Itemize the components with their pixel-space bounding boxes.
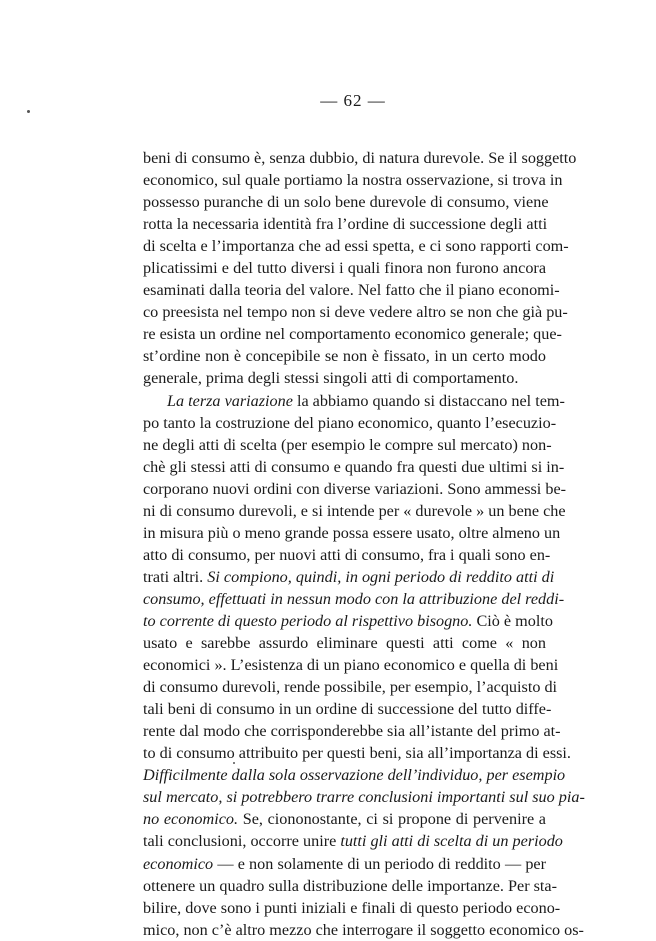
text-line	[143, 412, 557, 434]
text-segment: rotta la necessaria identità fra l’ordine di successione degli atti	[143, 215, 548, 234]
text-segment: la abbiamo quando si distaccano nel tem-	[292, 391, 565, 410]
text-line	[143, 610, 553, 632]
speck-mark	[27, 110, 30, 113]
italic-text: La terza variazione	[167, 391, 293, 410]
text-segment: ottenere un quadro sulla distribuzione delle importanze. Per sta-	[143, 876, 557, 895]
text-segment: trati altri.	[143, 567, 208, 586]
text-line	[143, 456, 565, 478]
text-segment: di consumo durevoli, rende possibile, per esempio, l’acquisto di	[143, 678, 558, 697]
text-segment: economici ». L’esistenza di un piano economico e quella di beni	[143, 656, 559, 675]
text-line	[143, 742, 571, 764]
text-line	[143, 257, 546, 279]
text-segment: chè gli stessi atti di consumo e quando fra questi due ultimi si in-	[143, 457, 565, 476]
text-line	[143, 698, 552, 720]
italic-text: Difficilmente dalla sola osservazione dell’individuo, per esempio	[143, 766, 566, 785]
speck-mark	[233, 762, 235, 764]
body-text	[143, 147, 585, 941]
text-line	[143, 279, 560, 301]
text-segment: — e non solamente di un periodo di reddito — per	[213, 854, 546, 873]
text-line	[143, 632, 546, 654]
italic-text: economico	[143, 854, 214, 873]
text-segment: beni di consumo è, senza dubbio, di natura durevole. Se il soggetto	[143, 149, 577, 167]
page-number-text: — 62 —	[320, 91, 386, 110]
text-line	[143, 566, 555, 588]
text-segment: tali beni di consumo in un ordine di successione del tutto diffe-	[143, 700, 552, 719]
text-line	[143, 522, 561, 544]
text-line	[143, 720, 561, 742]
text-line	[143, 235, 569, 257]
italic-text: consumo, effettuati in nessun modo con la attribuzione del reddi-	[143, 589, 565, 608]
text-segment: mico, non c’è altro mezzo che interrogare il soggetto economico os-	[143, 920, 584, 939]
italic-text: Si compiono, quindi, in ogni periodo di reddito atti di	[207, 567, 555, 586]
text-line	[143, 323, 562, 345]
text-line	[143, 367, 546, 389]
text-segment: re esista un ordine nel comportamento economico generale; que-	[143, 325, 562, 344]
text-segment: possesso puranche di un solo bene durevole di consumo, viene	[143, 193, 549, 212]
text-line	[143, 544, 551, 566]
text-segment: Se, ciononostante, ci si propone di pervenire a	[238, 810, 546, 829]
text-line	[143, 764, 566, 786]
text-line	[143, 919, 584, 941]
text-segment: in misura più o meno grande possa essere usato, oltre almeno un	[143, 523, 561, 542]
italic-text: sul mercato, si potrebbero trarre conclusioni importanti sul suo pia-	[143, 788, 585, 807]
text-segment: po tanto la costruzione del piano economico, quanto l’esecuzio-	[143, 413, 557, 432]
text-line	[143, 169, 563, 191]
text-line	[143, 654, 559, 676]
text-line	[143, 588, 565, 610]
text-segment: tali conclusioni, occorre unire	[143, 832, 341, 851]
text-segment: co preesista nel tempo non si deve vedere altro se non che già pu-	[143, 303, 568, 322]
text-segment: esaminati dalla teoria del valore. Nel fatto che il piano economi-	[143, 281, 560, 300]
italic-text: to corrente di questo periodo al rispettivo bisogno.	[143, 611, 473, 630]
text-line	[143, 147, 577, 169]
text-segment: to di consumo attribuito per questi beni, sia all’importanza di essi.	[143, 744, 571, 763]
text-line	[143, 853, 546, 875]
text-segment: generale, prima degli stessi singoli atti di comportamento.	[143, 369, 519, 388]
text-line	[143, 213, 546, 235]
text-segment: ni di consumo durevoli, e si intende per « durevole » un bene che	[143, 501, 566, 520]
text-line	[143, 390, 565, 412]
italic-text: no economico.	[143, 810, 239, 829]
text-segment: economico, sul quale portiamo la nostra osservazione, si trova in	[143, 171, 563, 190]
text-line	[143, 478, 567, 500]
text-line	[143, 191, 549, 213]
text-line	[143, 500, 566, 522]
text-segment: corporano nuovi ordini con diverse variazioni. Sono ammessi be-	[143, 479, 567, 498]
text-line	[143, 345, 546, 367]
text-segment: di scelta e l’importanza che ad essi spetta, e ci sono rapporti com-	[143, 237, 569, 256]
text-line	[143, 830, 563, 852]
text-segment: Ciò è molto	[472, 611, 553, 630]
text-segment: atto di consumo, per nuovi atti di consumo, fra i quali sono en-	[143, 545, 551, 564]
text-segment: usato e sarebbe assurdo eliminare questi atti come « non	[143, 634, 546, 653]
text-line	[143, 676, 558, 698]
text-line	[143, 301, 568, 323]
text-line	[143, 808, 546, 830]
text-segment: bilire, dove sono i punti iniziali e finali di questo periodo econo-	[143, 898, 561, 917]
page-number	[0, 91, 656, 111]
text-line	[143, 786, 585, 808]
text-segment: rente dal modo che corrisponderebbe sia all’istante del primo at-	[143, 722, 561, 741]
italic-text: tutti gli atti di scelta di un periodo	[340, 832, 563, 851]
text-line	[143, 875, 557, 897]
text-segment: plicatissimi e del tutto diversi i quali finora non furono ancora	[143, 259, 546, 278]
text-segment: st’ordine non è concepibile se non è fissato, in un certo modo	[143, 347, 546, 366]
text-segment: ne degli atti di scelta (per esempio le compre sul mercato) non-	[143, 435, 552, 454]
text-line	[143, 434, 552, 456]
